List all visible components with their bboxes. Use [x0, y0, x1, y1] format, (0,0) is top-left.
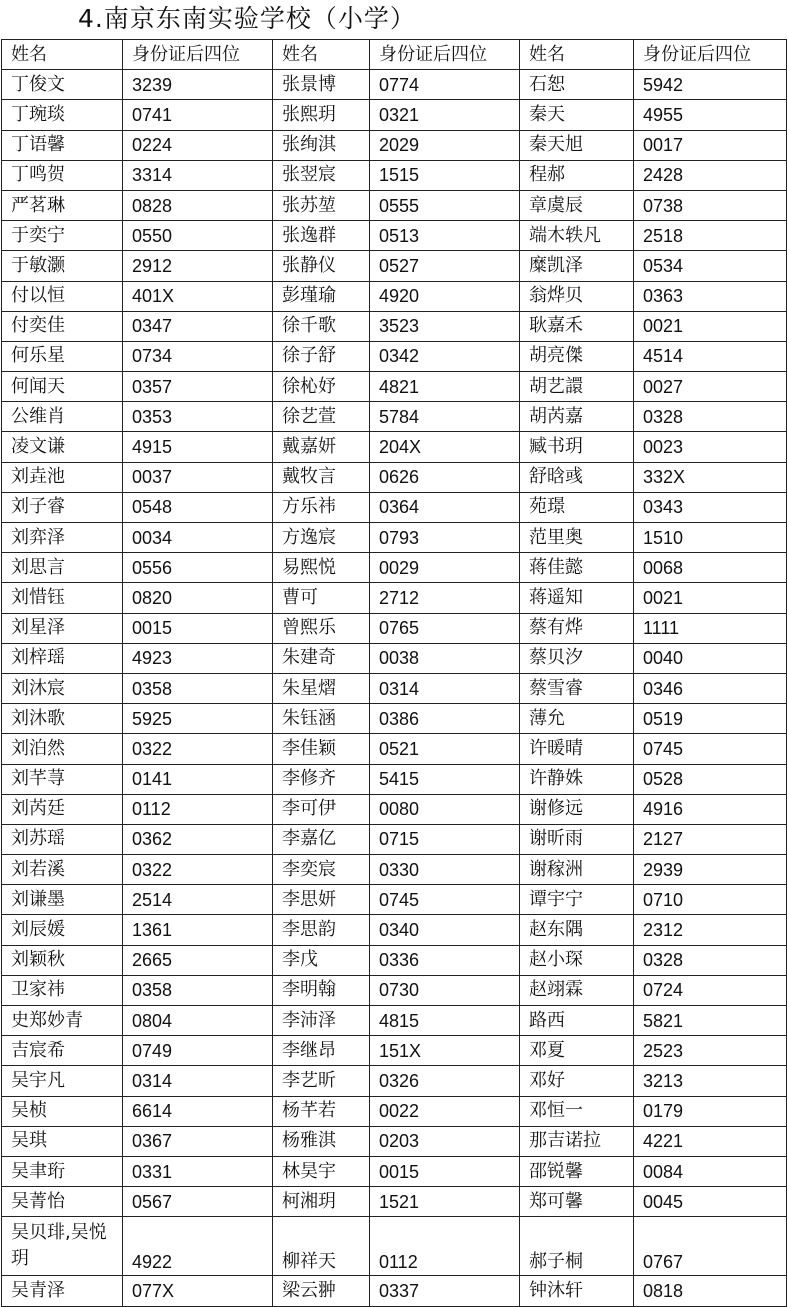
id-last4-cell: 0023	[634, 432, 787, 462]
student-name-cell: 李艺昕	[273, 1066, 370, 1096]
id-last4-cell: 4821	[370, 372, 520, 402]
id-last4-cell: 4923	[123, 643, 273, 673]
student-name-cell: 蔡贝汐	[520, 643, 634, 673]
id-last4-cell: 0367	[123, 1126, 273, 1156]
student-name-cell: 李明翰	[273, 975, 370, 1005]
student-name-cell: 公维肖	[2, 402, 123, 432]
student-name-cell: 刘颖秋	[2, 945, 123, 975]
column-header-id-last4: 身份证后四位	[370, 40, 520, 70]
id-last4-cell: 0015	[370, 1156, 520, 1186]
table-row	[2, 885, 787, 915]
id-last4-cell: 0353	[123, 402, 273, 432]
table-row	[2, 523, 787, 553]
table-row	[2, 70, 787, 100]
student-name-cell: 刘谦墨	[2, 885, 123, 915]
student-name-cell: 胡芮嘉	[520, 402, 634, 432]
student-name-cell: 于敏灏	[2, 251, 123, 281]
id-last4-cell: 2029	[370, 130, 520, 160]
id-last4-cell: 151X	[370, 1036, 520, 1066]
student-name-cell: 李修齐	[273, 764, 370, 794]
student-name-cell: 端木轶凡	[520, 221, 634, 251]
column-header-name: 姓名	[520, 40, 634, 70]
student-name-cell: 徐杺妤	[273, 372, 370, 402]
table-row	[2, 764, 787, 794]
student-name-cell: 许暖晴	[520, 734, 634, 764]
id-last4-cell: 3314	[123, 160, 273, 190]
student-name-cell: 张翌宸	[273, 160, 370, 190]
student-name-cell: 谢稼洲	[520, 855, 634, 885]
student-name-cell: 于奕宁	[2, 221, 123, 251]
id-last4-cell: 0224	[123, 130, 273, 160]
student-name-cell: 凌文谦	[2, 432, 123, 462]
table-row	[2, 673, 787, 703]
table-row	[2, 704, 787, 734]
id-last4-cell: 0741	[123, 100, 273, 130]
id-last4-cell: 0331	[123, 1156, 273, 1186]
id-last4-cell: 0321	[370, 100, 520, 130]
id-last4-cell: 3213	[634, 1066, 787, 1096]
id-last4-cell: 0021	[634, 583, 787, 613]
id-last4-cell: 0767	[634, 1217, 787, 1276]
id-last4-cell: 0793	[370, 523, 520, 553]
table-row	[2, 221, 787, 251]
id-last4-cell: 0730	[370, 975, 520, 1005]
student-name-cell: 赵东隅	[520, 915, 634, 945]
student-name-cell: 刘思言	[2, 553, 123, 583]
id-last4-cell: 5942	[634, 70, 787, 100]
table-body	[2, 70, 787, 1306]
column-header-id-last4: 身份证后四位	[123, 40, 273, 70]
table-row	[2, 734, 787, 764]
id-last4-cell: 2127	[634, 824, 787, 854]
id-last4-cell: 0084	[634, 1156, 787, 1186]
student-name-cell: 张熙玥	[273, 100, 370, 130]
student-name-cell: 杨雅淇	[273, 1126, 370, 1156]
id-last4-cell: 0326	[370, 1066, 520, 1096]
table-row	[2, 1217, 787, 1276]
student-name-cell: 刘梓瑶	[2, 643, 123, 673]
id-last4-cell: 0017	[634, 130, 787, 160]
id-last4-cell: 077X	[123, 1276, 273, 1306]
student-name-cell: 吴桢	[2, 1096, 123, 1126]
student-name-cell: 蒋佳懿	[520, 553, 634, 583]
id-last4-cell: 204X	[370, 432, 520, 462]
table-row	[2, 100, 787, 130]
id-last4-cell: 0364	[370, 492, 520, 522]
student-name-cell: 曾熙乐	[273, 613, 370, 643]
student-name-cell: 谢修远	[520, 794, 634, 824]
student-name-cell: 杨芊若	[273, 1096, 370, 1126]
id-last4-cell: 0745	[634, 734, 787, 764]
table-row	[2, 1187, 787, 1217]
table-row	[2, 432, 787, 462]
id-last4-cell: 0045	[634, 1187, 787, 1217]
table-row	[2, 372, 787, 402]
id-last4-cell: 1515	[370, 160, 520, 190]
student-name-cell: 吴青泽	[2, 1276, 123, 1306]
student-name-cell: 刘泊然	[2, 734, 123, 764]
id-last4-cell: 2428	[634, 160, 787, 190]
id-last4-cell: 3523	[370, 311, 520, 341]
column-header-name: 姓名	[273, 40, 370, 70]
student-name-cell: 舒晗彧	[520, 462, 634, 492]
id-last4-cell: 0626	[370, 462, 520, 492]
student-name-cell: 林昊宇	[273, 1156, 370, 1186]
student-name-cell: 朱钰涵	[273, 704, 370, 734]
id-last4-cell: 0037	[123, 462, 273, 492]
id-last4-cell: 4815	[370, 1006, 520, 1036]
student-name-cell: 钟沐轩	[520, 1276, 634, 1306]
student-name-cell: 刘沐宸	[2, 673, 123, 703]
student-name-cell: 朱星熠	[273, 673, 370, 703]
id-last4-cell: 6614	[123, 1096, 273, 1126]
student-name-cell: 李可伊	[273, 794, 370, 824]
id-last4-cell: 2665	[123, 945, 273, 975]
table-row	[2, 1276, 787, 1306]
table-row	[2, 190, 787, 220]
student-name-cell: 张景博	[273, 70, 370, 100]
id-last4-cell: 0818	[634, 1276, 787, 1306]
student-name-cell: 苑璟	[520, 492, 634, 522]
id-last4-cell: 0550	[123, 221, 273, 251]
student-name-cell: 邓夏	[520, 1036, 634, 1066]
id-last4-cell: 0080	[370, 794, 520, 824]
id-last4-cell: 2912	[123, 251, 273, 281]
student-name-cell: 刘芮廷	[2, 794, 123, 824]
student-name-cell: 秦天旭	[520, 130, 634, 160]
id-last4-cell: 4920	[370, 281, 520, 311]
student-name-cell: 糜凯泽	[520, 251, 634, 281]
id-last4-cell: 0322	[123, 855, 273, 885]
table-row	[2, 281, 787, 311]
table-row	[2, 1126, 787, 1156]
student-name-cell: 丁语馨	[2, 130, 123, 160]
id-last4-cell: 0765	[370, 613, 520, 643]
id-last4-cell: 0342	[370, 341, 520, 371]
student-name-cell: 丁琬琰	[2, 100, 123, 130]
student-name-cell: 刘弈泽	[2, 523, 123, 553]
id-last4-cell: 0734	[123, 341, 273, 371]
student-name-cell: 徐艺萱	[273, 402, 370, 432]
student-name-cell: 蔡雪睿	[520, 673, 634, 703]
student-name-cell: 章虞辰	[520, 190, 634, 220]
table-header-row	[2, 40, 787, 70]
id-last4-cell: 0021	[634, 311, 787, 341]
table-row	[2, 160, 787, 190]
table-row	[2, 402, 787, 432]
id-last4-cell: 4221	[634, 1126, 787, 1156]
student-name-cell: 丁鸣贺	[2, 160, 123, 190]
student-name-cell: 易熙悦	[273, 553, 370, 583]
student-name-cell: 石恕	[520, 70, 634, 100]
id-last4-cell: 1361	[123, 915, 273, 945]
student-name-cell: 吴琪	[2, 1126, 123, 1156]
id-last4-cell: 0710	[634, 885, 787, 915]
table-row	[2, 643, 787, 673]
student-name-cell: 臧书玥	[520, 432, 634, 462]
student-name-cell: 张绚淇	[273, 130, 370, 160]
student-name-cell: 曹可	[273, 583, 370, 613]
student-name-cell: 柯湘玥	[273, 1187, 370, 1217]
id-last4-cell: 2518	[634, 221, 787, 251]
id-last4-cell: 0112	[370, 1217, 520, 1276]
id-last4-cell: 0745	[370, 885, 520, 915]
student-name-cell: 邓好	[520, 1066, 634, 1096]
student-roster-table	[1, 39, 787, 1307]
id-last4-cell: 0724	[634, 975, 787, 1005]
id-last4-cell: 0346	[634, 673, 787, 703]
id-last4-cell: 0804	[123, 1006, 273, 1036]
student-name-cell: 徐子舒	[273, 341, 370, 371]
id-last4-cell: 0314	[370, 673, 520, 703]
table-row	[2, 553, 787, 583]
table-row	[2, 1156, 787, 1186]
page-title: 4.南京东南实验学校（小学）	[78, 4, 416, 33]
student-name-cell: 梁云翀	[273, 1276, 370, 1306]
table-row	[2, 945, 787, 975]
id-last4-cell: 0112	[123, 794, 273, 824]
student-name-cell: 徐千歌	[273, 311, 370, 341]
id-last4-cell: 0029	[370, 553, 520, 583]
student-name-cell: 丁俊文	[2, 70, 123, 100]
id-last4-cell: 0340	[370, 915, 520, 945]
student-name-cell: 邓恒一	[520, 1096, 634, 1126]
id-last4-cell: 1521	[370, 1187, 520, 1217]
id-last4-cell: 0820	[123, 583, 273, 613]
id-last4-cell: 2514	[123, 885, 273, 915]
student-name-cell: 谭宇宁	[520, 885, 634, 915]
id-last4-cell: 3239	[123, 70, 273, 100]
id-last4-cell: 2939	[634, 855, 787, 885]
table-row	[2, 583, 787, 613]
table-row	[2, 311, 787, 341]
student-name-cell: 付以恒	[2, 281, 123, 311]
student-name-cell: 赵翊霖	[520, 975, 634, 1005]
id-last4-cell: 4915	[123, 432, 273, 462]
id-last4-cell: 0738	[634, 190, 787, 220]
id-last4-cell: 5925	[123, 704, 273, 734]
id-last4-cell: 0555	[370, 190, 520, 220]
id-last4-cell: 0038	[370, 643, 520, 673]
student-name-cell: 谢昕雨	[520, 824, 634, 854]
student-name-cell: 刘惜钰	[2, 583, 123, 613]
student-name-cell: 胡亮傑	[520, 341, 634, 371]
table-row	[2, 130, 787, 160]
student-name-cell: 邵锐馨	[520, 1156, 634, 1186]
id-last4-cell: 0358	[123, 975, 273, 1005]
student-name-cell: 吴宇凡	[2, 1066, 123, 1096]
table-row	[2, 824, 787, 854]
student-name-cell: 蒋遥知	[520, 583, 634, 613]
id-last4-cell: 0527	[370, 251, 520, 281]
id-last4-cell: 4922	[123, 1217, 273, 1276]
id-last4-cell: 0034	[123, 523, 273, 553]
table-row	[2, 613, 787, 643]
student-name-cell: 朱建奇	[273, 643, 370, 673]
student-name-cell: 程郝	[520, 160, 634, 190]
table-row	[2, 855, 787, 885]
student-name-cell: 刘苏瑶	[2, 824, 123, 854]
student-name-cell: 刘芊荨	[2, 764, 123, 794]
student-name-cell: 刘垚池	[2, 462, 123, 492]
student-name-cell: 刘子睿	[2, 492, 123, 522]
id-last4-cell: 0519	[634, 704, 787, 734]
student-name-cell: 范里奥	[520, 523, 634, 553]
student-name-cell: 刘星泽	[2, 613, 123, 643]
student-name-cell: 方逸宸	[273, 523, 370, 553]
table-row	[2, 915, 787, 945]
id-last4-cell: 0022	[370, 1096, 520, 1126]
id-last4-cell: 0328	[634, 945, 787, 975]
id-last4-cell: 4916	[634, 794, 787, 824]
student-name-cell: 吴聿珩	[2, 1156, 123, 1186]
id-last4-cell: 0774	[370, 70, 520, 100]
student-name-cell: 吉宸希	[2, 1036, 123, 1066]
id-last4-cell: 5415	[370, 764, 520, 794]
id-last4-cell: 0322	[123, 734, 273, 764]
id-last4-cell: 4955	[634, 100, 787, 130]
student-name-cell: 刘沐歌	[2, 704, 123, 734]
table-row	[2, 1036, 787, 1066]
id-last4-cell: 4514	[634, 341, 787, 371]
student-name-cell: 方乐祎	[273, 492, 370, 522]
id-last4-cell: 1111	[634, 613, 787, 643]
id-last4-cell: 0749	[123, 1036, 273, 1066]
id-last4-cell: 0347	[123, 311, 273, 341]
student-name-cell: 史郑妙青	[2, 1006, 123, 1036]
id-last4-cell: 1510	[634, 523, 787, 553]
id-last4-cell: 0362	[123, 824, 273, 854]
student-name-cell: 卫家祎	[2, 975, 123, 1005]
table-row	[2, 1096, 787, 1126]
id-last4-cell: 401X	[123, 281, 273, 311]
student-name-cell: 吴贝琲,吴悦玥	[2, 1217, 123, 1276]
table-row	[2, 492, 787, 522]
student-name-cell: 胡艺譞	[520, 372, 634, 402]
student-name-cell: 薄允	[520, 704, 634, 734]
student-name-cell: 张苏堃	[273, 190, 370, 220]
id-last4-cell: 0343	[634, 492, 787, 522]
student-name-cell: 吴菁怡	[2, 1187, 123, 1217]
table-row	[2, 975, 787, 1005]
student-name-cell: 李继昂	[273, 1036, 370, 1066]
student-name-cell: 李思韵	[273, 915, 370, 945]
student-name-cell: 李嘉亿	[273, 824, 370, 854]
table-row	[2, 1006, 787, 1036]
id-last4-cell: 0567	[123, 1187, 273, 1217]
student-name-cell: 李佳颖	[273, 734, 370, 764]
student-name-cell: 戴嘉妍	[273, 432, 370, 462]
student-name-cell: 郝子桐	[520, 1217, 634, 1276]
table-row	[2, 341, 787, 371]
student-name-cell: 赵小琛	[520, 945, 634, 975]
student-name-cell: 路西	[520, 1006, 634, 1036]
student-name-cell: 李戊	[273, 945, 370, 975]
student-name-cell: 张逸群	[273, 221, 370, 251]
id-last4-cell: 332X	[634, 462, 787, 492]
id-last4-cell: 0386	[370, 704, 520, 734]
student-name-cell: 蔡有烨	[520, 613, 634, 643]
id-last4-cell: 0521	[370, 734, 520, 764]
table-row	[2, 462, 787, 492]
id-last4-cell: 0528	[634, 764, 787, 794]
student-name-cell: 付奕佳	[2, 311, 123, 341]
column-header-name: 姓名	[2, 40, 123, 70]
id-last4-cell: 0828	[123, 190, 273, 220]
id-last4-cell: 0141	[123, 764, 273, 794]
id-last4-cell: 0556	[123, 553, 273, 583]
id-last4-cell: 0040	[634, 643, 787, 673]
id-last4-cell: 5784	[370, 402, 520, 432]
student-name-cell: 何乐星	[2, 341, 123, 371]
id-last4-cell: 2523	[634, 1036, 787, 1066]
student-name-cell: 戴牧言	[273, 462, 370, 492]
id-last4-cell: 0203	[370, 1126, 520, 1156]
student-name-cell: 柳祥天	[273, 1217, 370, 1276]
id-last4-cell: 0068	[634, 553, 787, 583]
student-name-cell: 许静姝	[520, 764, 634, 794]
student-name-cell: 秦天	[520, 100, 634, 130]
student-name-cell: 翁烨贝	[520, 281, 634, 311]
student-name-cell: 郑可馨	[520, 1187, 634, 1217]
student-name-cell: 刘辰媛	[2, 915, 123, 945]
id-last4-cell: 0328	[634, 402, 787, 432]
student-name-cell: 刘若溪	[2, 855, 123, 885]
column-header-id-last4: 身份证后四位	[634, 40, 787, 70]
id-last4-cell: 0336	[370, 945, 520, 975]
id-last4-cell: 2312	[634, 915, 787, 945]
student-name-cell: 张静仪	[273, 251, 370, 281]
id-last4-cell: 0534	[634, 251, 787, 281]
table-row	[2, 1066, 787, 1096]
id-last4-cell: 0027	[634, 372, 787, 402]
student-name-cell: 那吉诺拉	[520, 1126, 634, 1156]
student-name-cell: 耿嘉禾	[520, 311, 634, 341]
id-last4-cell: 0314	[123, 1066, 273, 1096]
student-name-cell: 李思妍	[273, 885, 370, 915]
id-last4-cell: 0357	[123, 372, 273, 402]
student-name-cell: 李奕宸	[273, 855, 370, 885]
student-name-cell: 彭瑾瑜	[273, 281, 370, 311]
id-last4-cell: 5821	[634, 1006, 787, 1036]
student-name-cell: 何闻天	[2, 372, 123, 402]
id-last4-cell: 0715	[370, 824, 520, 854]
table-row	[2, 794, 787, 824]
student-name-cell: 李沛泽	[273, 1006, 370, 1036]
id-last4-cell: 0513	[370, 221, 520, 251]
id-last4-cell: 0548	[123, 492, 273, 522]
id-last4-cell: 0015	[123, 613, 273, 643]
id-last4-cell: 0330	[370, 855, 520, 885]
id-last4-cell: 0358	[123, 673, 273, 703]
id-last4-cell: 2712	[370, 583, 520, 613]
id-last4-cell: 0363	[634, 281, 787, 311]
student-name-cell: 严茗琳	[2, 190, 123, 220]
id-last4-cell: 0179	[634, 1096, 787, 1126]
id-last4-cell: 0337	[370, 1276, 520, 1306]
table-row	[2, 251, 787, 281]
